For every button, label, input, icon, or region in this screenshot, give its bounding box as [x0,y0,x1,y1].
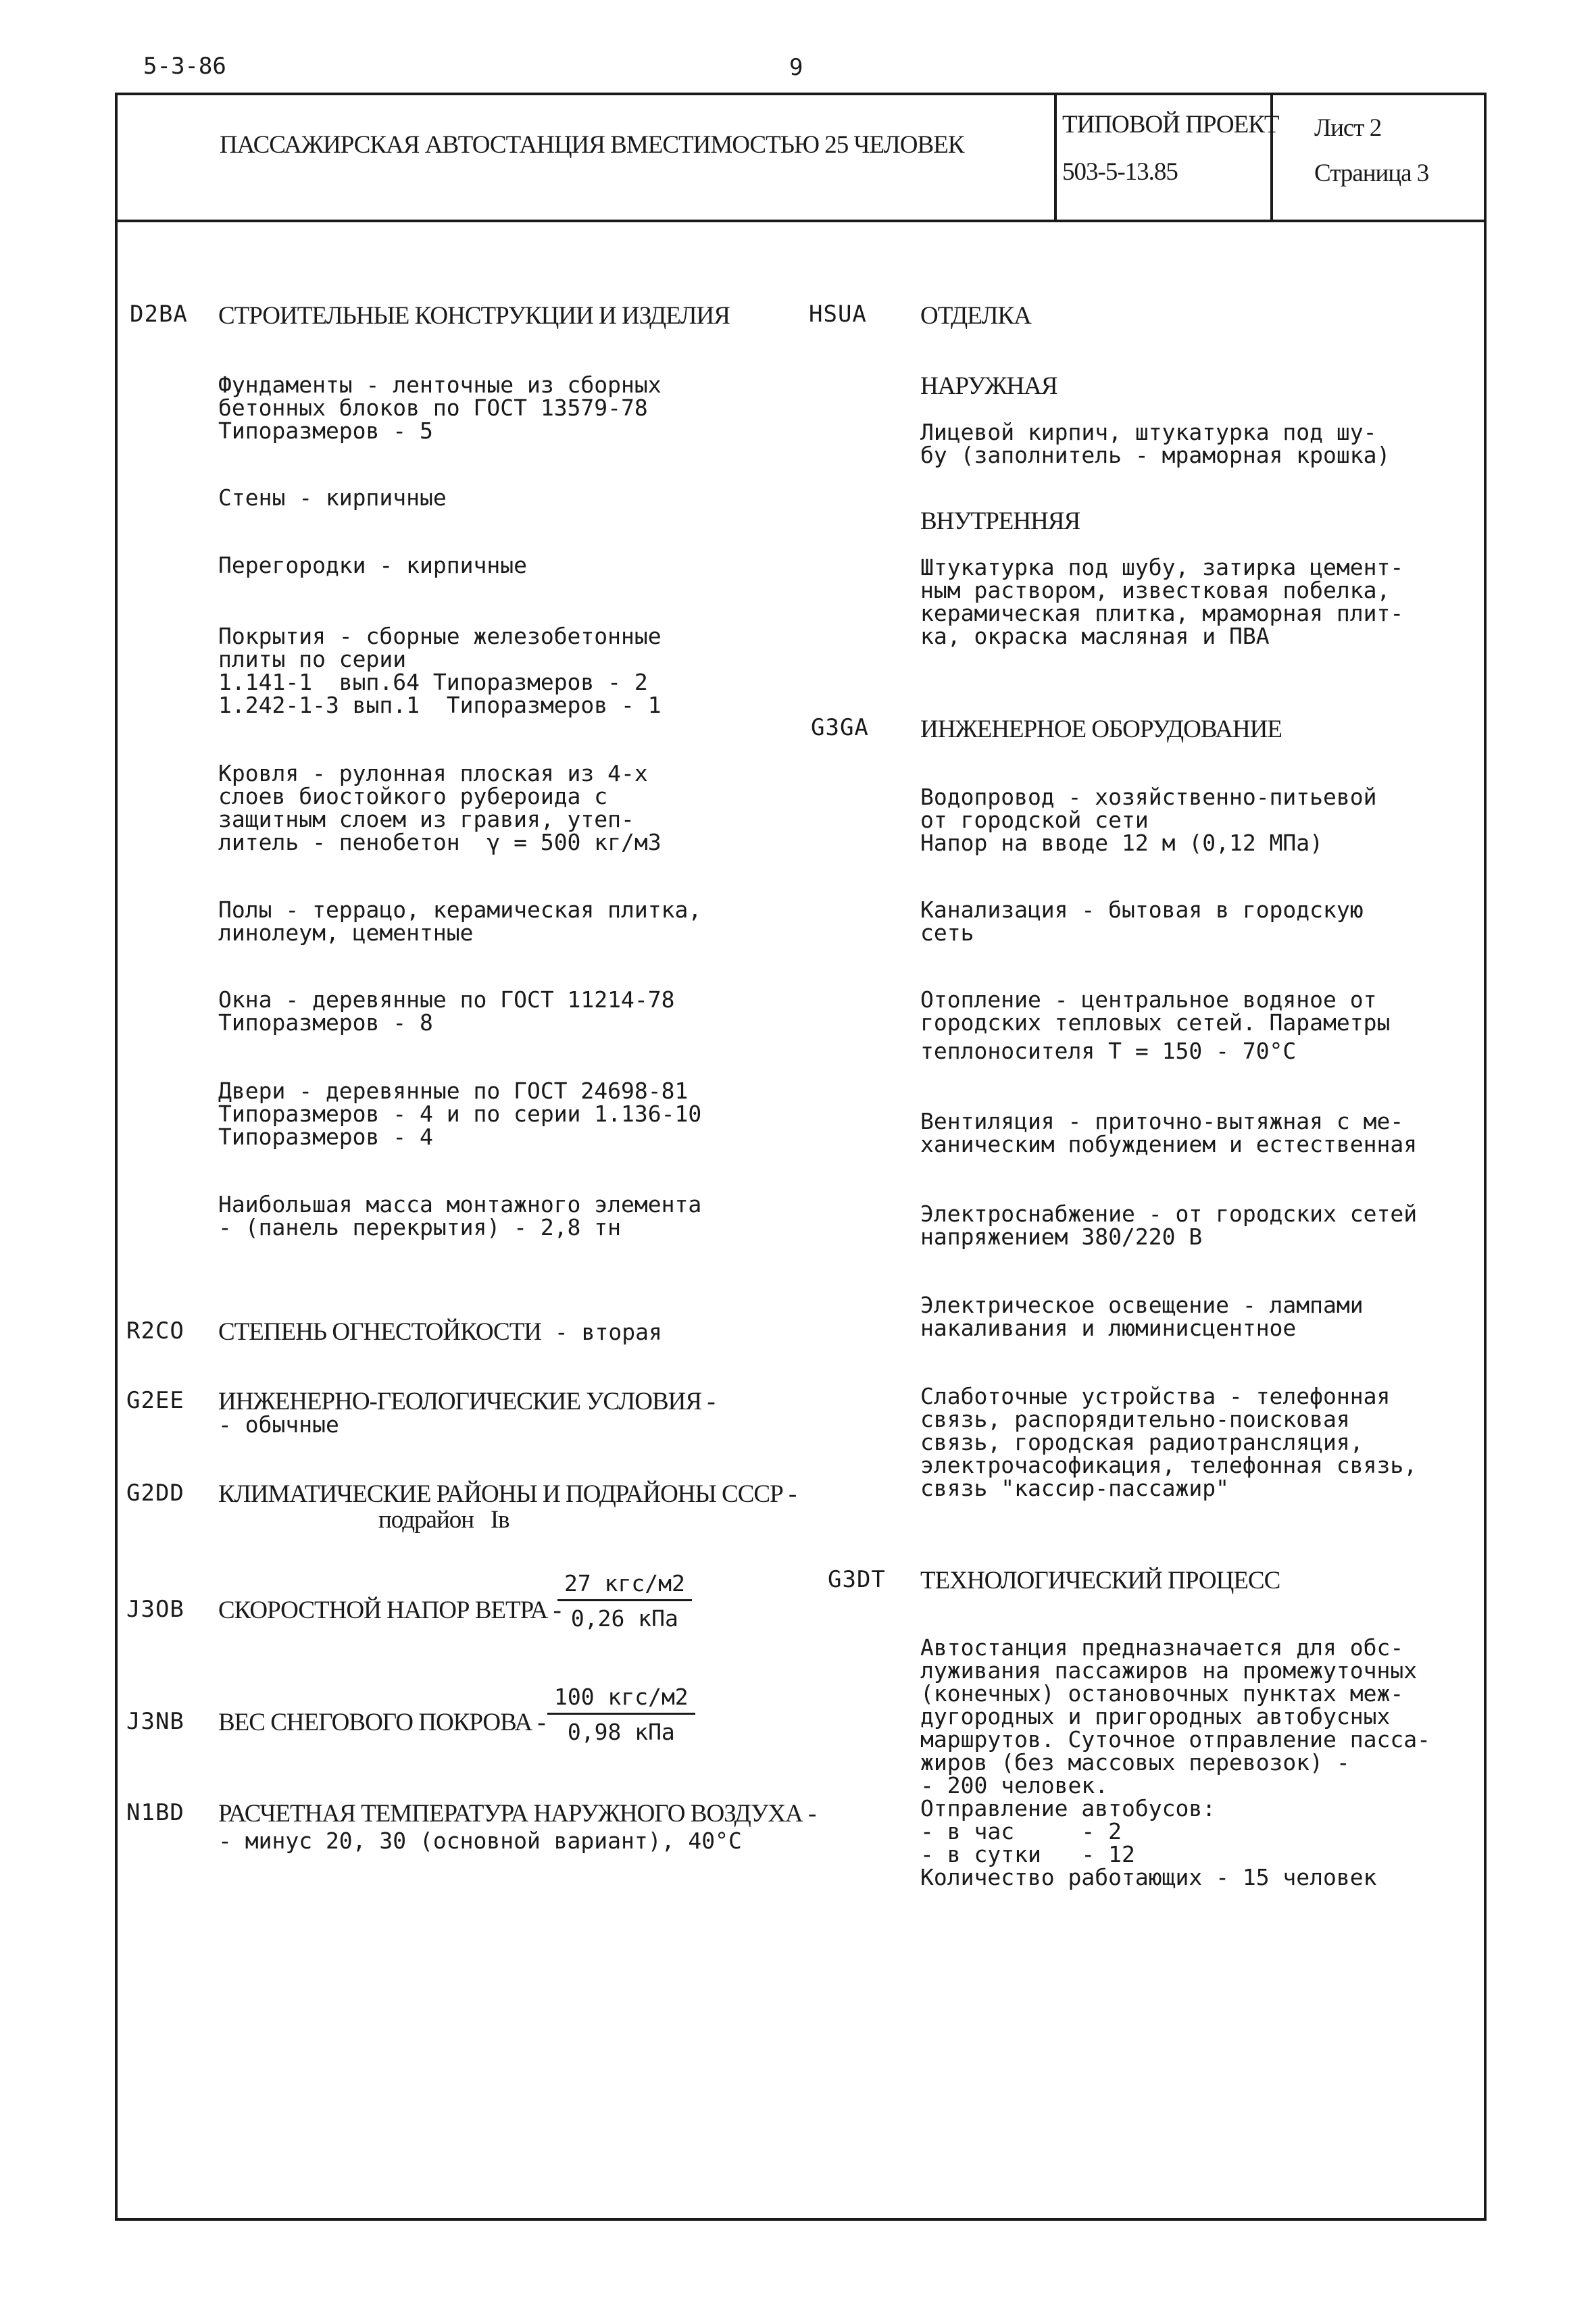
fire-resistance: СТЕПЕНЬ ОГНЕСТОЙКОСТИ - вторая [218,1318,662,1346]
project-label: ТИПОВОЙ ПРОЕКТ [1062,111,1279,139]
engineering-item-low-current: Слаботочные устройства - телефонная связь, распорядительно-поисковая связь, городская радиотрансляция, электрочасофикация, телефонная связь, связь "кассир-пассажир" [920,1383,1418,1501]
wind-code: J3OB [126,1596,184,1623]
construction-item-roof: Кровля - рулонная плоская из 4-х слоев биостойкого рубероида с защитным слоем из гравия, утеп- литель - пенобетон γ = 500 кг/м3 [218,760,662,855]
construction-item-doors: Двери - деревянные по ГОСТ 24698-81 Типоразмеров - 4 и по серии 1.136-10 Типоразмеров - 4 [218,1078,702,1150]
construction-item-roofing: Покрытия - сборные железобетонные плиты по серии 1.141-1 вып.64 Типоразмеров - 2 1.242-1-3 вып.1 Типоразмеров - 1 [218,623,662,718]
sheet-number: Лист 2 [1314,114,1382,142]
finish-outer-title: НАРУЖНАЯ [920,372,1057,400]
engineering-item-heating: Отопление - центральное водяное от городских тепловых сетей. Параметры теплоносителя Т = 150 - 70°С [920,986,1391,1064]
engineering-item-water: Водопровод - хозяйственно-питьевой от городской сети Напор на вводе 12 м (0,12 МПа) [920,784,1377,856]
section-code: D2BA [130,301,188,328]
wind-fraction: 27 кгс/м2 0,26 кПа [557,1570,692,1632]
construction-item-windows: Окна - деревянные по ГОСТ 11214-78 Типоразмеров - 8 [218,986,675,1036]
climate-title: КЛИМАТИЧЕСКИЕ РАЙОНЫ И ПОДРАЙОНЫ СССР - [218,1480,797,1508]
finish-code: HSUA [809,301,867,328]
construction-item-max-mass: Наибольшая масса монтажного элемента - (панель перекрытия) - 2,8 тн [218,1191,702,1240]
engineering-item-lighting: Электрическое освещение - лампами накаливания и люминисцентное [920,1292,1364,1341]
climate-code: G2DD [126,1480,184,1507]
finish-inner-title: ВНУТРЕННЯЯ [920,507,1080,535]
engineering-title: ИНЖЕНЕРНОЕ ОБОРУДОВАНИЕ [920,715,1282,743]
header-divider-1 [1054,93,1057,221]
temperature-title: РАСЧЕТНАЯ ТЕМПЕРАТУРА НАРУЖНОГО ВОЗДУХА - [218,1800,816,1828]
geology-code: G2EE [126,1387,184,1414]
process-code: G3DT [828,1566,886,1593]
snow-fraction: 100 кгс/м2 0,98 кПа [547,1684,695,1745]
finish-inner-text: Штукатурка под шубу, затирка цемент- ным раствором, известковая побелка, керамическая плитка, мраморная плит- ка, окраска масляная и ПВА [920,554,1404,649]
wind-title: СКОРОСТНОЙ НАПОР ВЕТРА - [218,1596,561,1624]
construction-item-foundations: Фундаменты - ленточные из сборных бетонных блоков по ГОСТ 13579-78 Типоразмеров - 5 [218,372,662,444]
engineering-item-power: Электроснабжение - от городских сетей напряжением 380/220 В [920,1201,1418,1250]
section-title-constructions: СТРОИТЕЛЬНЫЕ КОНСТРУКЦИИ И ИЗДЕЛИЯ [218,302,730,330]
temperature-code: N1BD [126,1799,184,1826]
document-code: 5-3-86 [143,53,226,80]
project-number: 503-5-13.85 [1062,158,1178,186]
geology-value: - обычные [218,1411,339,1438]
finish-outer-text: Лицевой кирпич, штукатурка под шу- бу (заполнитель - мраморная крошка) [920,419,1391,468]
snow-title: ВЕС СНЕГОВОГО ПОКРОВА - [218,1709,545,1736]
fire-code: R2CO [126,1317,184,1344]
temperature-value: - минус 20, 30 (основной вариант), 40°С [218,1828,742,1854]
process-text: Автостанция предназначается для обс- луживания пассажиров на промежуточных (конечных) остановочных пунктах меж- дугородных и пригородных автобусных маршрутов. Суточное отправление пасса- жиров (без массовых перевозок) - - 200 человек. Отправление автобусов: - в час - 2 - в сутки - 12 Количество работающих - 15 человек [920,1634,1430,1890]
finish-title: ОТДЕЛКА [920,302,1031,330]
process-title: ТЕХНОЛОГИЧЕСКИЙ ПРОЦЕСС [920,1567,1280,1594]
construction-item-partitions: Перегородки - кирпичные [218,552,527,578]
engineering-item-sewage: Канализация - бытовая в городскую сеть [920,897,1364,946]
page-number: 9 [789,54,803,81]
construction-item-floors: Полы - террацо, керамическая плитка, линолеум, цементные [218,897,702,946]
snow-code: J3NB [126,1708,184,1735]
construction-item-walls: Стены - кирпичные [218,484,447,511]
header-title: ПАССАЖИРСКАЯ АВТОСТАНЦИЯ ВМЕСТИМОСТЬЮ 25 ЧЕЛОВЕК [220,131,964,159]
header-bottom-line [115,220,1487,222]
geology-title: ИНЖЕНЕРНО-ГЕОЛОГИЧЕСКИЕ УСЛОВИЯ - [218,1388,715,1415]
engineering-code: G3GA [811,714,869,741]
climate-subregion: подрайон Iв [378,1506,509,1534]
page-label: Страница 3 [1314,159,1429,187]
engineering-item-ventilation: Вентиляция - приточно-вытяжная с ме- ханическим побуждением и естественная [920,1108,1418,1157]
